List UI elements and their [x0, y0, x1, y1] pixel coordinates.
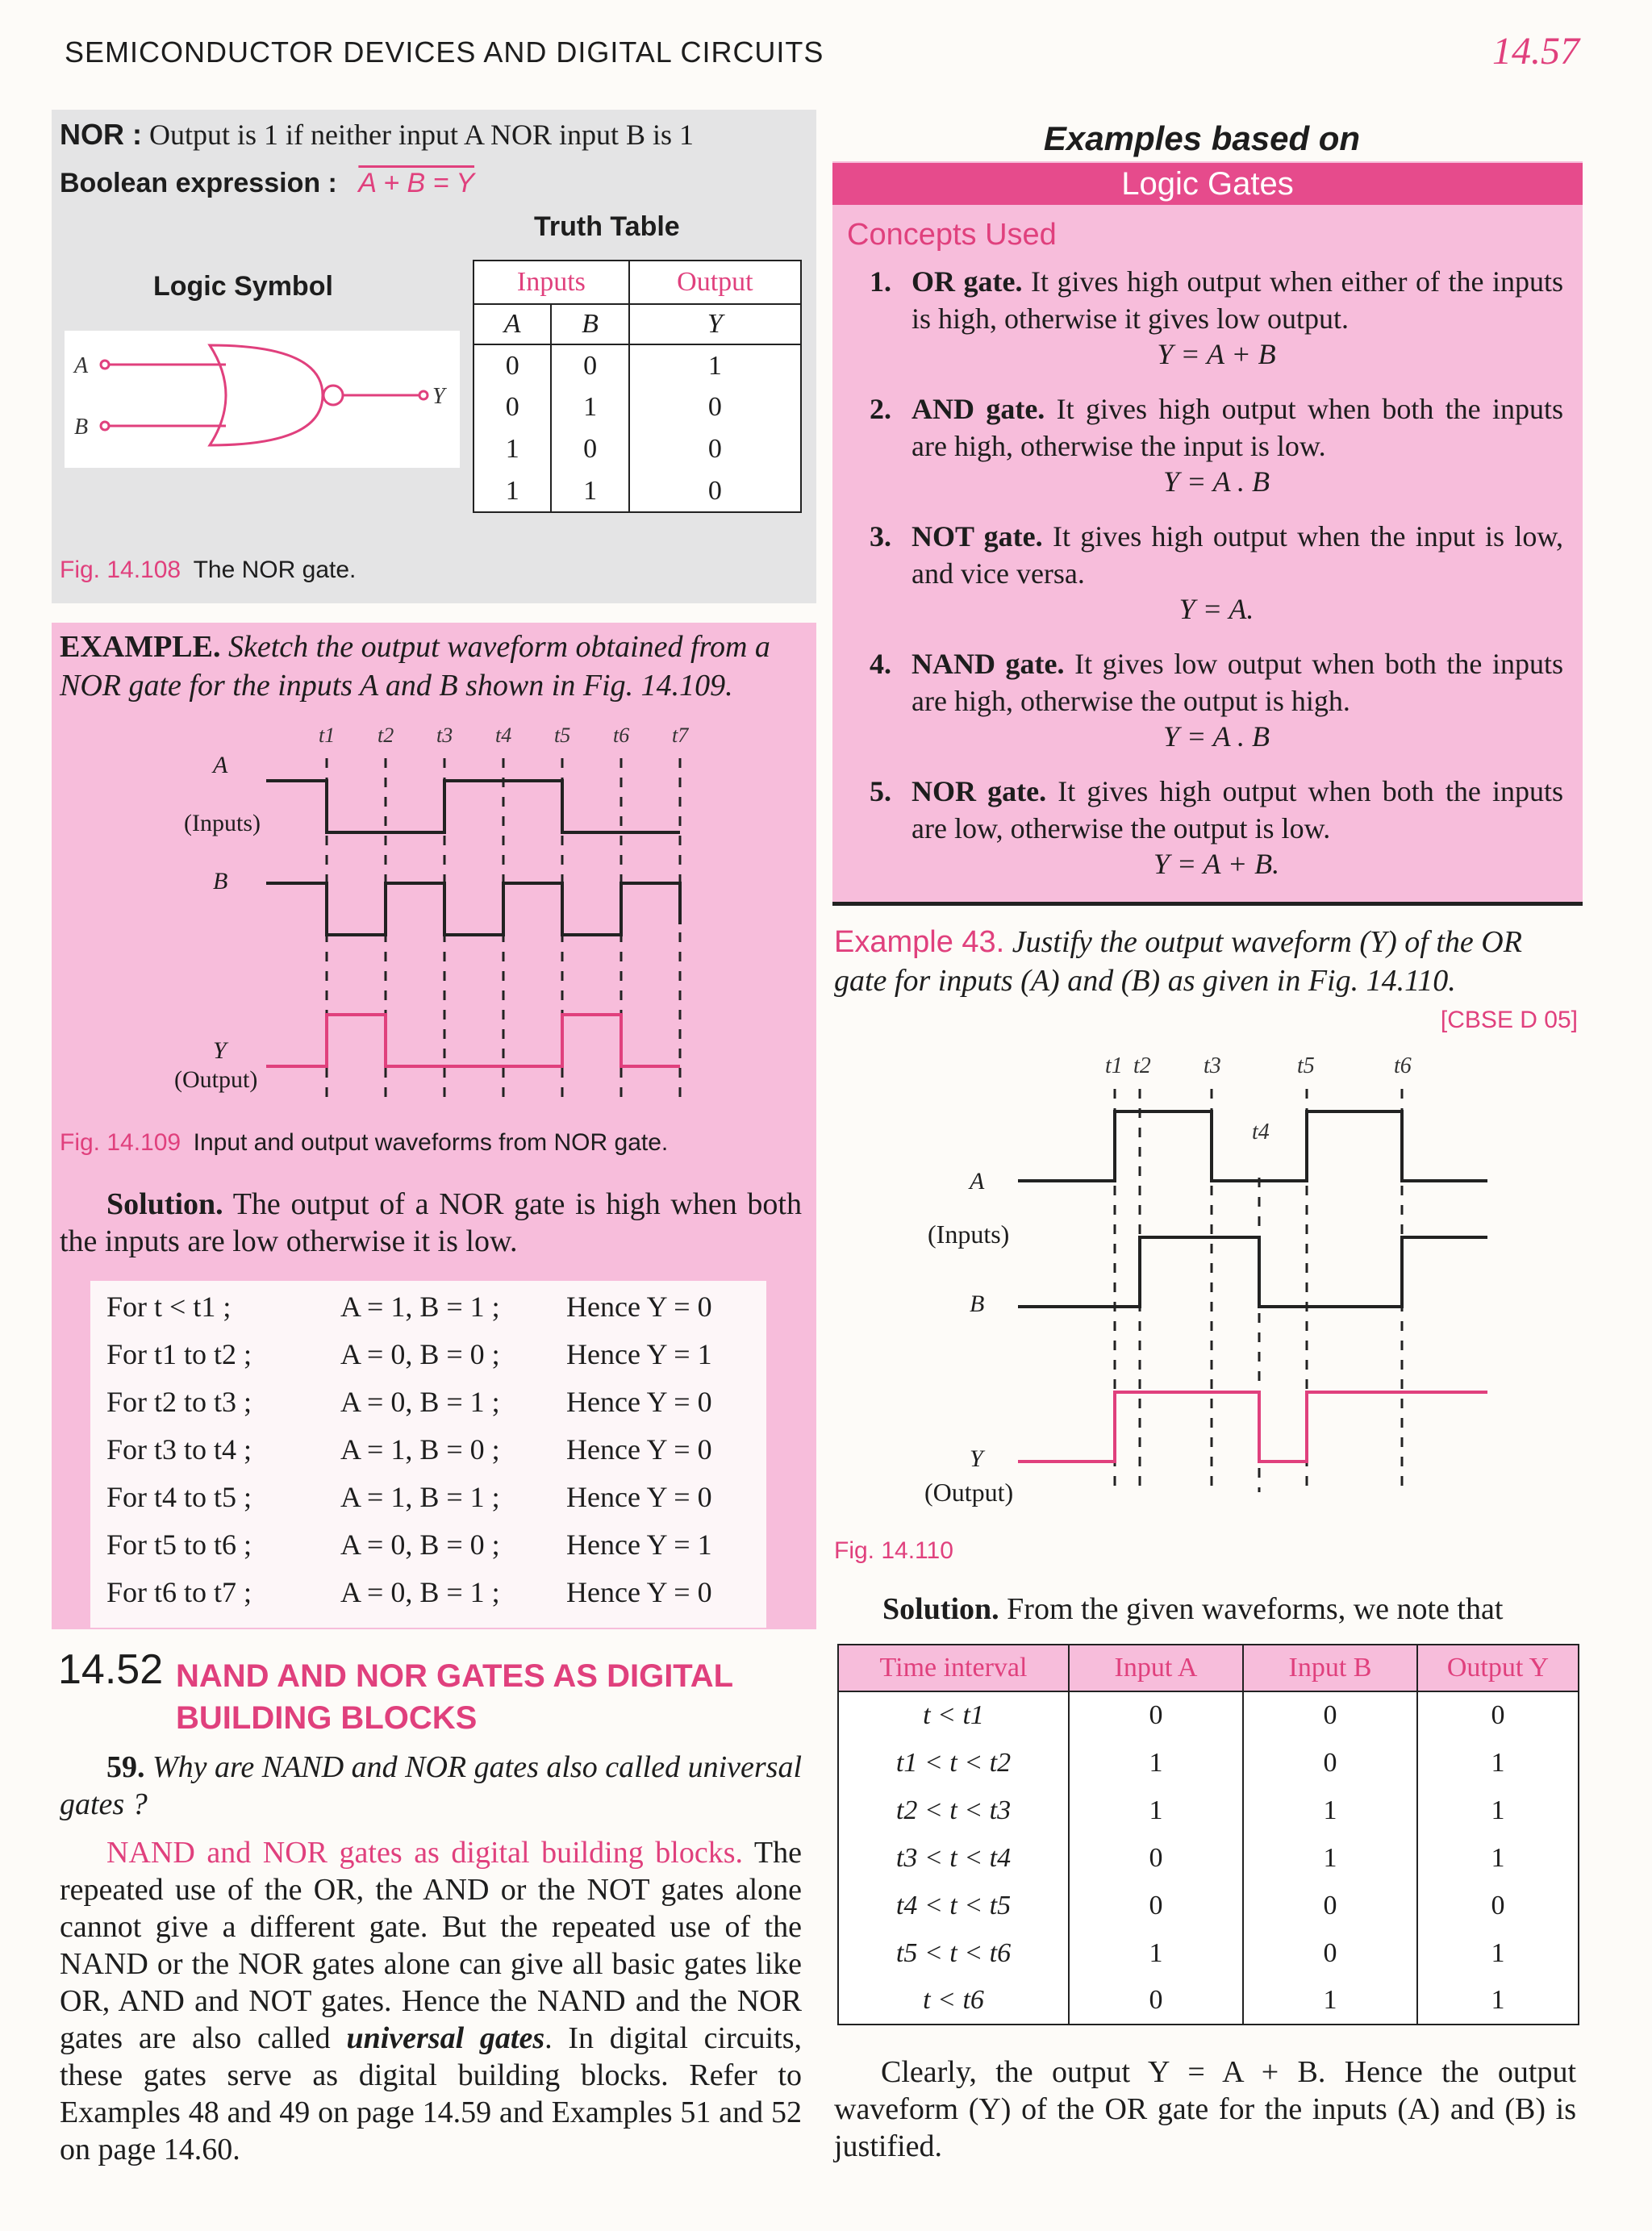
list-item	[106, 1473, 768, 1520]
result: Hence Y = 0	[566, 1575, 712, 1608]
time-label-t4: t4	[495, 724, 512, 747]
table-row	[473, 428, 801, 470]
wave1-label-b: B	[213, 868, 228, 894]
table-row	[838, 1787, 1579, 1834]
time-label-t1: t1	[319, 724, 336, 747]
cell: 1	[1243, 1787, 1417, 1834]
wave1-label-output: (Output)	[174, 1066, 258, 1093]
wave2-label-output: (Output)	[924, 1478, 1014, 1507]
or-waveform-diagram	[903, 1040, 1516, 1492]
fig-caption-text: Input and output waveforms from NOR gate.	[193, 1129, 669, 1156]
concepts-heading: Examples based on	[1043, 119, 1361, 157]
solution-text: The output of a NOR gate is high when both the inputs are low otherwise it is low.	[60, 1187, 802, 1258]
tt-cell: 0	[629, 386, 801, 428]
boolean-label: Boolean expression :	[60, 168, 337, 198]
concept-equation: Y = A + B	[1157, 338, 1276, 370]
result: Hence Y = 0	[566, 1385, 712, 1418]
cell: 1	[1243, 1834, 1417, 1882]
time-label-t3: t3	[436, 724, 453, 747]
result: Hence Y = 0	[566, 1290, 712, 1323]
logic-gates-banner: Logic Gates	[832, 163, 1583, 205]
col-output-y: Output Y	[1417, 1645, 1579, 1691]
cell: 1	[1417, 1787, 1579, 1834]
table-row	[473, 386, 801, 428]
time-label-t5: t5	[554, 724, 571, 747]
table-row	[838, 1929, 1579, 1977]
time-label-t4: t4	[1252, 1120, 1270, 1145]
cell: 1	[1417, 1739, 1579, 1787]
wave1-label-a: A	[213, 752, 228, 778]
cell: 1	[1417, 1977, 1579, 2025]
cell: t2 < t < t3	[838, 1787, 1069, 1834]
table-row	[838, 1882, 1579, 1929]
list-item	[870, 773, 1563, 900]
cell: 1	[1243, 1977, 1417, 2025]
fig-14-110-caption: Fig. 14.110	[834, 1537, 953, 1564]
table-row	[838, 1977, 1579, 2025]
section-title	[176, 1655, 733, 1739]
concept-name: NAND gate.	[912, 648, 1065, 680]
or-gate-table	[837, 1644, 1579, 2025]
inputs: A = 0, B = 1 ;	[340, 1575, 500, 1608]
concept-name: NOR gate.	[912, 775, 1047, 807]
concept-equation: Y = A . B	[1163, 465, 1270, 498]
list-item	[106, 1330, 768, 1378]
tt-cell: 1	[629, 344, 801, 386]
tt-cell: 0	[551, 344, 628, 386]
wave2-label-b: B	[970, 1291, 985, 1317]
time-label-t3: t3	[1204, 1053, 1221, 1078]
table-row	[838, 1691, 1579, 1739]
wave1-label-inputs: (Inputs)	[184, 810, 261, 836]
cell: t < t1	[838, 1691, 1069, 1739]
result: Hence Y = 0	[566, 1432, 712, 1466]
concept-name: OR gate.	[912, 265, 1023, 298]
fig-number: Fig. 14.109	[60, 1129, 181, 1156]
tt-cell: 0	[473, 344, 551, 386]
result: Hence Y = 0	[566, 1480, 712, 1513]
cell: 0	[1417, 1882, 1579, 1929]
question-text: Why are NAND and NOR gates also called universal gates ?	[60, 1750, 802, 1821]
solution-list	[106, 1282, 768, 1616]
list-item	[106, 1568, 768, 1616]
concept-equation: Y = A . B	[1163, 720, 1270, 753]
nor-waveform-diagram	[169, 718, 734, 1097]
table-row	[838, 1739, 1579, 1787]
cell: 0	[1243, 1929, 1417, 1977]
concept-text: It gives low output when both the inputs are high, otherwise the output is high.	[912, 648, 1563, 717]
list-item	[106, 1378, 768, 1425]
waveform-b	[266, 883, 680, 935]
cell: t1 < t < t2	[838, 1739, 1069, 1787]
table-row	[838, 1834, 1579, 1882]
inputs: A = 0, B = 0 ;	[340, 1337, 500, 1370]
tt-cell: 1	[551, 470, 628, 512]
nor-gate-symbol	[65, 331, 460, 468]
wave2-label-y: Y	[970, 1445, 983, 1472]
paragraph-part2: . In digital circuits, these gates serve as digital building blocks. Refer to Examples 48 and 49 on page 14.59 and Examples 51 and 52 on page 14.60.	[60, 2021, 803, 2166]
col-time-interval: Time interval	[838, 1645, 1069, 1691]
example-43-text: Justify the output waveform (Y) of the OR gate for inputs (A) and (B) as given in Fig. 14.110.	[834, 925, 1522, 998]
inputs: A = 0, B = 0 ;	[340, 1528, 500, 1561]
tt-cell: 0	[551, 428, 628, 470]
col-input-b: Input B	[1243, 1645, 1417, 1691]
page-number: 14.57	[1492, 30, 1579, 73]
list-item	[870, 645, 1563, 773]
interval: For t1 to t2 ;	[106, 1337, 252, 1370]
question-59	[60, 1749, 802, 1823]
cell: 1	[1069, 1787, 1243, 1834]
tt-col-b: B	[551, 304, 628, 344]
nor-definition-label: NOR :	[60, 118, 142, 151]
cell: t < t6	[838, 1977, 1069, 2025]
interval: For t5 to t6 ;	[106, 1528, 252, 1561]
symbol-label-a: A	[74, 353, 89, 378]
cell: 0	[1243, 1739, 1417, 1787]
section-heading	[58, 1645, 163, 1694]
wave2-label-inputs: (Inputs)	[928, 1220, 1010, 1249]
boolean-expression	[60, 168, 474, 199]
solution-lead: Solution.	[106, 1187, 223, 1221]
boolean-value: A + B = Y	[358, 168, 475, 198]
section-title-line2: BUILDING BLOCKS	[176, 1700, 478, 1736]
example-43-conclusion: Clearly, the output Y = A + B. Hence the output waveform (Y) of the OR gate for the inputs (A) and (B) is justified.	[834, 2055, 1576, 2163]
list-item	[106, 1520, 768, 1568]
tt-cell: 1	[473, 428, 551, 470]
tt-col-a: A	[473, 304, 551, 344]
wave2-label-a: A	[970, 1168, 985, 1195]
cell: 1	[1417, 1929, 1579, 1977]
inputs: A = 1, B = 0 ;	[340, 1432, 500, 1466]
solution-lead: Solution.	[882, 1592, 999, 1626]
inputs: A = 1, B = 1 ;	[340, 1480, 500, 1513]
waveform-b	[1018, 1237, 1487, 1307]
concept-name: NOT gate.	[912, 520, 1043, 553]
fig-number: Fig. 14.108	[60, 557, 181, 583]
paragraph-lead: NAND and NOR gates as digital building blocks.	[106, 1836, 744, 1870]
concept-text: It gives high output when either of the inputs is high, otherwise it gives low output.	[912, 265, 1563, 335]
time-label-t2: t2	[378, 724, 394, 747]
nor-definition-text: Output is 1 if neither input A NOR input B is 1	[149, 119, 695, 151]
time-label-t2: t2	[1133, 1053, 1151, 1078]
example-question	[60, 628, 802, 705]
table-row	[473, 344, 801, 386]
symbol-label-b: B	[74, 415, 89, 440]
time-label-t7: t7	[672, 724, 689, 747]
interval: For t4 to t5 ;	[106, 1480, 252, 1513]
list-item	[106, 1425, 768, 1473]
example-solution	[60, 1186, 802, 1260]
cbse-tag: [CBSE D 05]	[1440, 1007, 1578, 1033]
cell: t4 < t < t5	[838, 1882, 1069, 1929]
tt-inputs-header: Inputs	[473, 261, 629, 304]
col-input-a: Input A	[1069, 1645, 1243, 1691]
cell: 0	[1069, 1834, 1243, 1882]
cell: 1	[1069, 1739, 1243, 1787]
solution-text: From the given waveforms, we note that	[1007, 1592, 1504, 1626]
concept-number: 3.	[870, 520, 891, 553]
concept-equation: Y = A + B.	[1153, 848, 1280, 880]
fig-14-108-caption	[60, 557, 356, 584]
concept-number: 1.	[870, 265, 891, 298]
waveform-a	[266, 781, 680, 832]
logic-symbol-title: Logic Symbol	[153, 271, 333, 302]
wave1-label-y: Y	[213, 1037, 227, 1064]
cell: 1	[1069, 1929, 1243, 1977]
fig-14-109-caption	[60, 1129, 668, 1157]
list-item	[870, 263, 1563, 390]
result: Hence Y = 1	[566, 1528, 712, 1561]
time-label-t1: t1	[1105, 1053, 1123, 1078]
cell: 0	[1069, 1691, 1243, 1739]
nor-truth-table	[473, 260, 802, 513]
example-43-lead: Example 43.	[834, 925, 1005, 959]
fig-caption-text: The NOR gate.	[193, 557, 357, 583]
universal-gates-paragraph	[60, 1834, 802, 2168]
tt-cell: 0	[473, 386, 551, 428]
cell: 0	[1069, 1882, 1243, 1929]
cell: 0	[1243, 1691, 1417, 1739]
waveform-y	[1018, 1392, 1487, 1462]
paragraph-emphasis: universal gates	[346, 2021, 545, 2055]
time-label-t5: t5	[1297, 1053, 1315, 1078]
symbol-label-y: Y	[432, 384, 445, 409]
concept-name: AND gate.	[912, 393, 1045, 425]
inputs: A = 0, B = 1 ;	[340, 1385, 500, 1418]
list-item	[870, 518, 1563, 645]
truth-table-title: Truth Table	[534, 211, 680, 242]
tt-cell: 0	[629, 470, 801, 512]
example-43-question	[834, 923, 1576, 1000]
concept-number: 5.	[870, 775, 891, 807]
interval: For t2 to t3 ;	[106, 1385, 252, 1418]
waveform-y	[266, 1015, 680, 1066]
example-43-solution	[882, 1591, 1584, 1628]
cell: t5 < t < t6	[838, 1929, 1069, 1977]
list-item	[870, 390, 1563, 518]
section-title-line1: NAND AND NOR GATES AS DIGITAL	[176, 1658, 734, 1694]
concepts-used-title: Concepts Used	[847, 218, 1057, 252]
tt-col-y: Y	[629, 304, 801, 344]
cell: 0	[1417, 1691, 1579, 1739]
concept-list	[870, 263, 1563, 900]
interval: For t3 to t4 ;	[106, 1432, 252, 1466]
symbol-background	[65, 331, 460, 468]
cell: 1	[1417, 1834, 1579, 1882]
concept-equation: Y = A.	[1179, 593, 1254, 625]
example-question-text: Sketch the output waveform obtained from a NOR gate for the inputs A and B shown in Fig. 14.109.	[60, 630, 770, 703]
tt-output-header: Output	[629, 261, 801, 304]
list-item	[106, 1282, 768, 1330]
cell: t3 < t < t4	[838, 1834, 1069, 1882]
concept-text: It gives high output when both the inputs are low, otherwise the output is low.	[912, 775, 1564, 844]
tt-cell: 1	[473, 470, 551, 512]
tt-cell: 0	[629, 428, 801, 470]
concept-number: 4.	[870, 648, 891, 680]
time-label-t6: t6	[613, 724, 630, 747]
nor-definition	[60, 118, 694, 152]
tt-cell: 1	[551, 386, 628, 428]
inputs: A = 1, B = 1 ;	[340, 1290, 500, 1323]
cell: 0	[1069, 1977, 1243, 2025]
paragraph-part1: The repeated use of the OR, the AND or the NOT gates alone cannot give a different gate. But the repeated use of the NAND or the NOR gates alone can give all basic gates like OR, AND and NOT gates. Hence the NAND and the NOR gates are also called	[60, 1836, 802, 2055]
interval: For t6 to t7 ;	[106, 1575, 252, 1608]
example-lead: EXAMPLE.	[60, 630, 221, 664]
question-number: 59.	[106, 1750, 145, 1784]
result: Hence Y = 1	[566, 1337, 712, 1370]
concept-text: It gives high output when the input is low, and vice versa.	[912, 520, 1564, 590]
table-row	[473, 470, 801, 512]
running-header: SEMICONDUCTOR DEVICES AND DIGITAL CIRCUITS	[65, 35, 824, 69]
section-number: 14.52	[58, 1646, 164, 1693]
concept-number: 2.	[870, 393, 891, 425]
interval: For t < t1 ;	[106, 1290, 232, 1323]
cell: 0	[1243, 1882, 1417, 1929]
concept-text: It gives high output when both the inputs are high, otherwise the input is low.	[912, 393, 1563, 462]
time-label-t6: t6	[1394, 1053, 1412, 1078]
